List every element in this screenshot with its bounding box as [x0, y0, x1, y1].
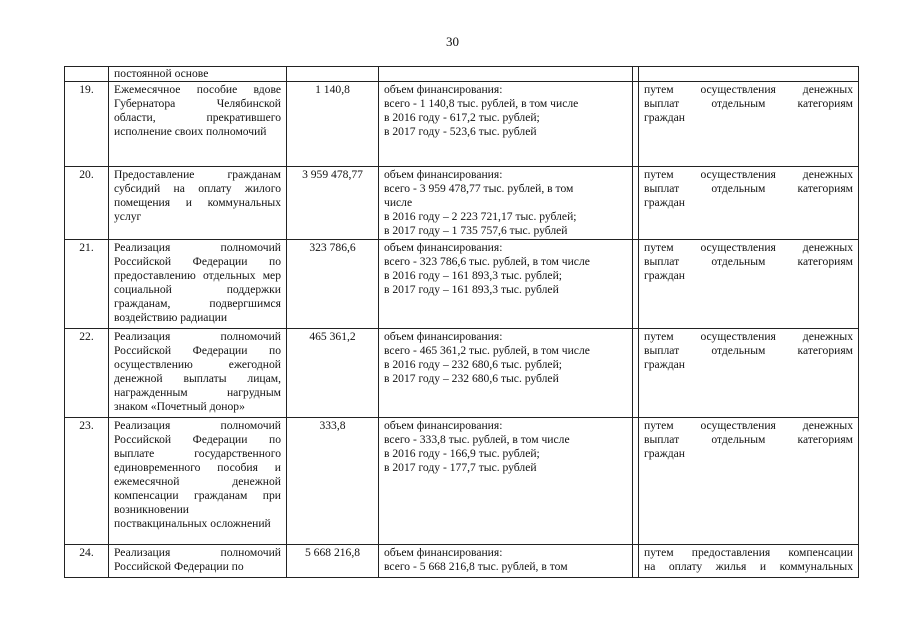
method-line: выплат отдельным категориям: [644, 433, 853, 446]
financing-line: в 2017 году – 1 735 757,6 тыс. рублей: [384, 224, 568, 237]
measure-amount: 5 668 216,8: [287, 545, 379, 578]
financing-line: всего - 3 959 478,77 тыс. рублей, в том: [384, 182, 574, 195]
table-row: [65, 82, 859, 167]
financing-line: в 2017 году - 177,7 тыс. рублей: [384, 461, 537, 474]
measure-name: Реализация полномочий Российской Федерации по предоставлению отдельных мер социальной поддержки гражданам, подвергшимся воздействию радиации: [109, 240, 287, 329]
table-row: [65, 545, 859, 578]
method-line: путем предоставления компенсации: [644, 546, 853, 559]
row-number: 21.: [65, 240, 109, 329]
row-number: 19.: [65, 82, 109, 167]
method-line: путем осуществления денежных: [644, 241, 853, 254]
implementation-method: [639, 545, 859, 578]
row-number: 23.: [65, 418, 109, 545]
method-line: на оплату жилья и коммунальных: [644, 560, 853, 573]
measure-amount: 465 361,2: [287, 329, 379, 418]
table-row: [65, 167, 859, 240]
table-row: [65, 418, 859, 545]
method-line: граждан: [644, 196, 685, 209]
implementation-method: [639, 167, 859, 240]
financing-line: объем финансирования:: [384, 241, 503, 254]
financing-info: [379, 240, 633, 329]
method-line: выплат отдельным категориям: [644, 182, 853, 195]
financing-line: в 2017 году – 161 893,3 тыс. рублей: [384, 283, 559, 296]
financing-info: [379, 545, 633, 578]
method-line: выплат отдельным категориям: [644, 255, 853, 268]
method-line: выплат отдельным категориям: [644, 97, 853, 110]
financing-line: в 2016 году – 232 680,6 тыс. рублей;: [384, 358, 563, 371]
method-line: путем осуществления денежных: [644, 83, 853, 96]
measures-table: [64, 66, 859, 578]
table-row: [65, 240, 859, 329]
cell-sum: [287, 67, 379, 82]
cell-num: [65, 67, 109, 82]
table-row: [65, 329, 859, 418]
financing-line: всего - 323 786,6 тыс. рублей, в том числе: [384, 255, 590, 268]
financing-info: [379, 329, 633, 418]
measure-amount: 333,8: [287, 418, 379, 545]
financing-info: [379, 167, 633, 240]
measure-name: Реализация полномочий Российской Федерации по осуществлению ежегодной денежной выплаты лицам, награжденным нагрудным знаком «Почетный донор»: [109, 329, 287, 418]
row-number: 20.: [65, 167, 109, 240]
financing-line: в 2016 году – 161 893,3 тыс. рублей;: [384, 269, 563, 282]
measure-name: Реализация полномочий Российской Федерации по выплате государственного единовременного пособия и ежемесячной денежной компенсации гражданам при возникновении поствакцинальных осложнений: [109, 418, 287, 545]
cell-name: постоянной основе: [109, 67, 287, 82]
measure-name: Ежемесячное пособие вдове Губернатора Челябинской области, прекратившего исполнение своих полномочий: [109, 82, 287, 167]
financing-line: всего - 1 140,8 тыс. рублей, в том числе: [384, 97, 579, 110]
financing-line: в 2017 году - 523,6 тыс. рублей: [384, 125, 537, 138]
financing-info: [379, 418, 633, 545]
financing-line: в 2017 году – 232 680,6 тыс. рублей: [384, 372, 559, 385]
financing-line: объем финансирования:: [384, 83, 503, 96]
implementation-method: [639, 418, 859, 545]
financing-line: объем финансирования:: [384, 419, 503, 432]
financing-line: объем финансирования:: [384, 546, 503, 559]
financing-line: в 2016 году – 2 223 721,17 тыс. рублей;: [384, 210, 577, 223]
financing-line: всего - 5 668 216,8 тыс. рублей, в том: [384, 560, 568, 573]
financing-line: всего - 465 361,2 тыс. рублей, в том числе: [384, 344, 590, 357]
financing-line: всего - 333,8 тыс. рублей, в том числе: [384, 433, 570, 446]
method-line: граждан: [644, 358, 685, 371]
implementation-method: [639, 82, 859, 167]
cell-fin: [379, 67, 633, 82]
row-number: 24.: [65, 545, 109, 578]
method-line: граждан: [644, 111, 685, 124]
table-row-continuation: [65, 67, 859, 82]
method-line: граждан: [644, 269, 685, 282]
method-line: граждан: [644, 447, 685, 460]
method-line: путем осуществления денежных: [644, 419, 853, 432]
page-number: 30: [446, 34, 459, 49]
financing-line: объем финансирования:: [384, 168, 503, 181]
financing-line: в 2016 году - 617,2 тыс. рублей;: [384, 111, 540, 124]
method-line: путем осуществления денежных: [644, 168, 853, 181]
financing-line: числе: [384, 196, 413, 209]
measure-amount: 323 786,6: [287, 240, 379, 329]
measure-amount: 1 140,8: [287, 82, 379, 167]
method-line: путем осуществления денежных: [644, 330, 853, 343]
financing-info: [379, 82, 633, 167]
method-line: выплат отдельным категориям: [644, 344, 853, 357]
financing-line: объем финансирования:: [384, 330, 503, 343]
implementation-method: [639, 329, 859, 418]
measure-amount: 3 959 478,77: [287, 167, 379, 240]
measure-name: Реализация полномочий Российской Федерации по: [109, 545, 287, 578]
row-number: 22.: [65, 329, 109, 418]
financing-line: в 2016 году - 166,9 тыс. рублей;: [384, 447, 540, 460]
measure-name: Предоставление гражданам субсидий на оплату жилого помещения и коммунальных услуг: [109, 167, 287, 240]
implementation-method: [639, 240, 859, 329]
cell-way: [639, 67, 859, 82]
